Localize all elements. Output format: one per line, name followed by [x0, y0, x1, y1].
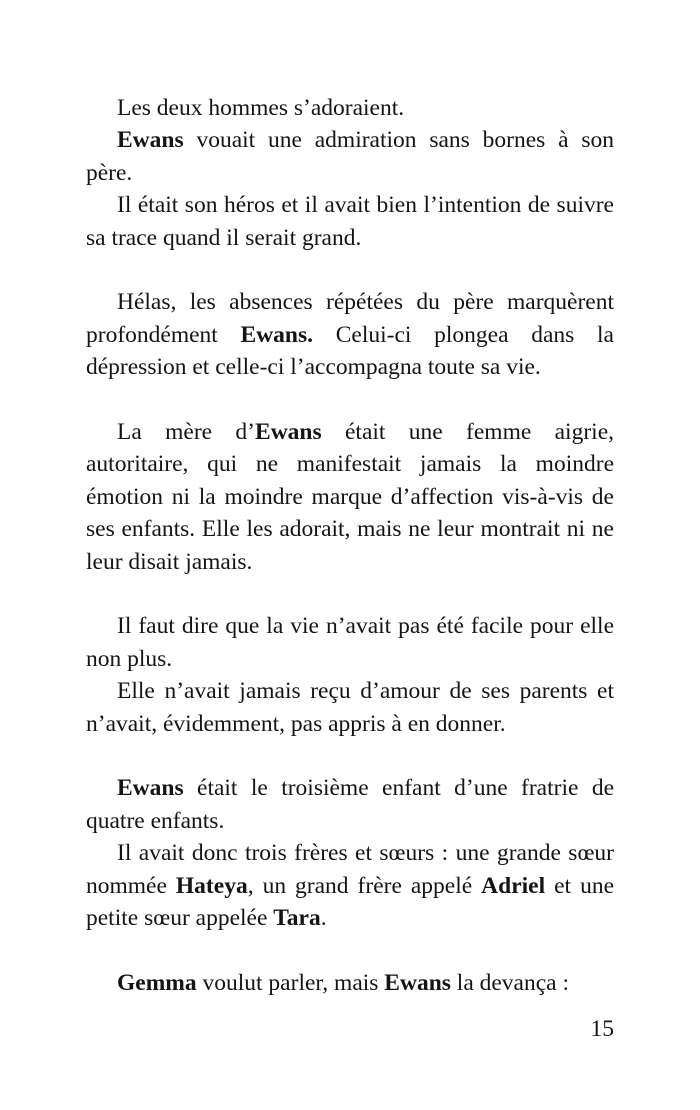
paragraph [86, 92, 614, 124]
paragraph [86, 675, 614, 740]
paragraph-gap [86, 935, 614, 967]
text-segment: La mère d’ [117, 419, 256, 446]
paragraph-gap [86, 740, 614, 772]
text-segment: Hélas, les absences répétées du père marquèrent profondément [86, 289, 614, 348]
paragraph [86, 189, 614, 254]
paragraph [86, 124, 614, 189]
paragraph-gap [86, 578, 614, 610]
text-segment: Celui-ci plongea dans la dépression et celle-ci l’accompagna toute sa vie. [86, 321, 614, 381]
paragraph [86, 837, 614, 934]
text-segment: voulut parler, mais [196, 969, 385, 996]
bold-name: Tara [273, 905, 321, 932]
bold-name: Ewans [117, 775, 184, 802]
paragraph [86, 416, 614, 578]
bold-name: Hateya [175, 872, 248, 899]
text-segment: , un grand frère appelé [247, 872, 482, 899]
paragraph [86, 610, 614, 675]
text-segment: Il était son héros et il avait bien l’intention de suivre sa trace quand il serait grand. [86, 192, 614, 251]
text-segment: . [320, 905, 327, 932]
paragraph-gap [86, 254, 614, 286]
paragraph [86, 967, 614, 999]
paragraph [86, 772, 614, 837]
bold-name: Ewans [117, 127, 184, 154]
text-segment: la devança : [450, 969, 570, 996]
paragraph-gap [86, 384, 614, 416]
bold-name: Gemma [117, 969, 197, 996]
text-segment: et une petite sœur appelée [86, 872, 614, 932]
bold-name: Ewans [384, 969, 451, 996]
text-segment: Les deux hommes s’adoraient. [117, 95, 405, 121]
bold-name: Ewans. [240, 321, 314, 348]
bold-name: Adriel [481, 872, 546, 899]
text-segment: vouait une admiration sans bornes à son père. [86, 127, 614, 186]
paragraph [86, 286, 614, 383]
text-segment: Il avait donc trois frères et sœurs : une grande sœur nommée [86, 840, 614, 899]
bold-name: Ewans [255, 419, 322, 446]
text-segment: était le troisième enfant d’une fratrie de quatre enfants. [86, 775, 614, 834]
text-segment: Il faut dire que la vie n’avait pas été facile pour elle non plus. [86, 613, 614, 672]
text-segment: était une femme aigrie, autoritaire, qui ne manifestait jamais la moindre émotion ni la moindre marque d’affection vis-à-vis de ses enfants. Elle les adorait, mais ne leur montrait ni ne leur disait jamais. [86, 419, 614, 575]
body-text [86, 92, 614, 999]
text-segment: Elle n’avait jamais reçu d’amour de ses parents et n’avait, évidemment, pas appris à en donner. [86, 678, 614, 737]
page-number: 15 [590, 1016, 614, 1042]
